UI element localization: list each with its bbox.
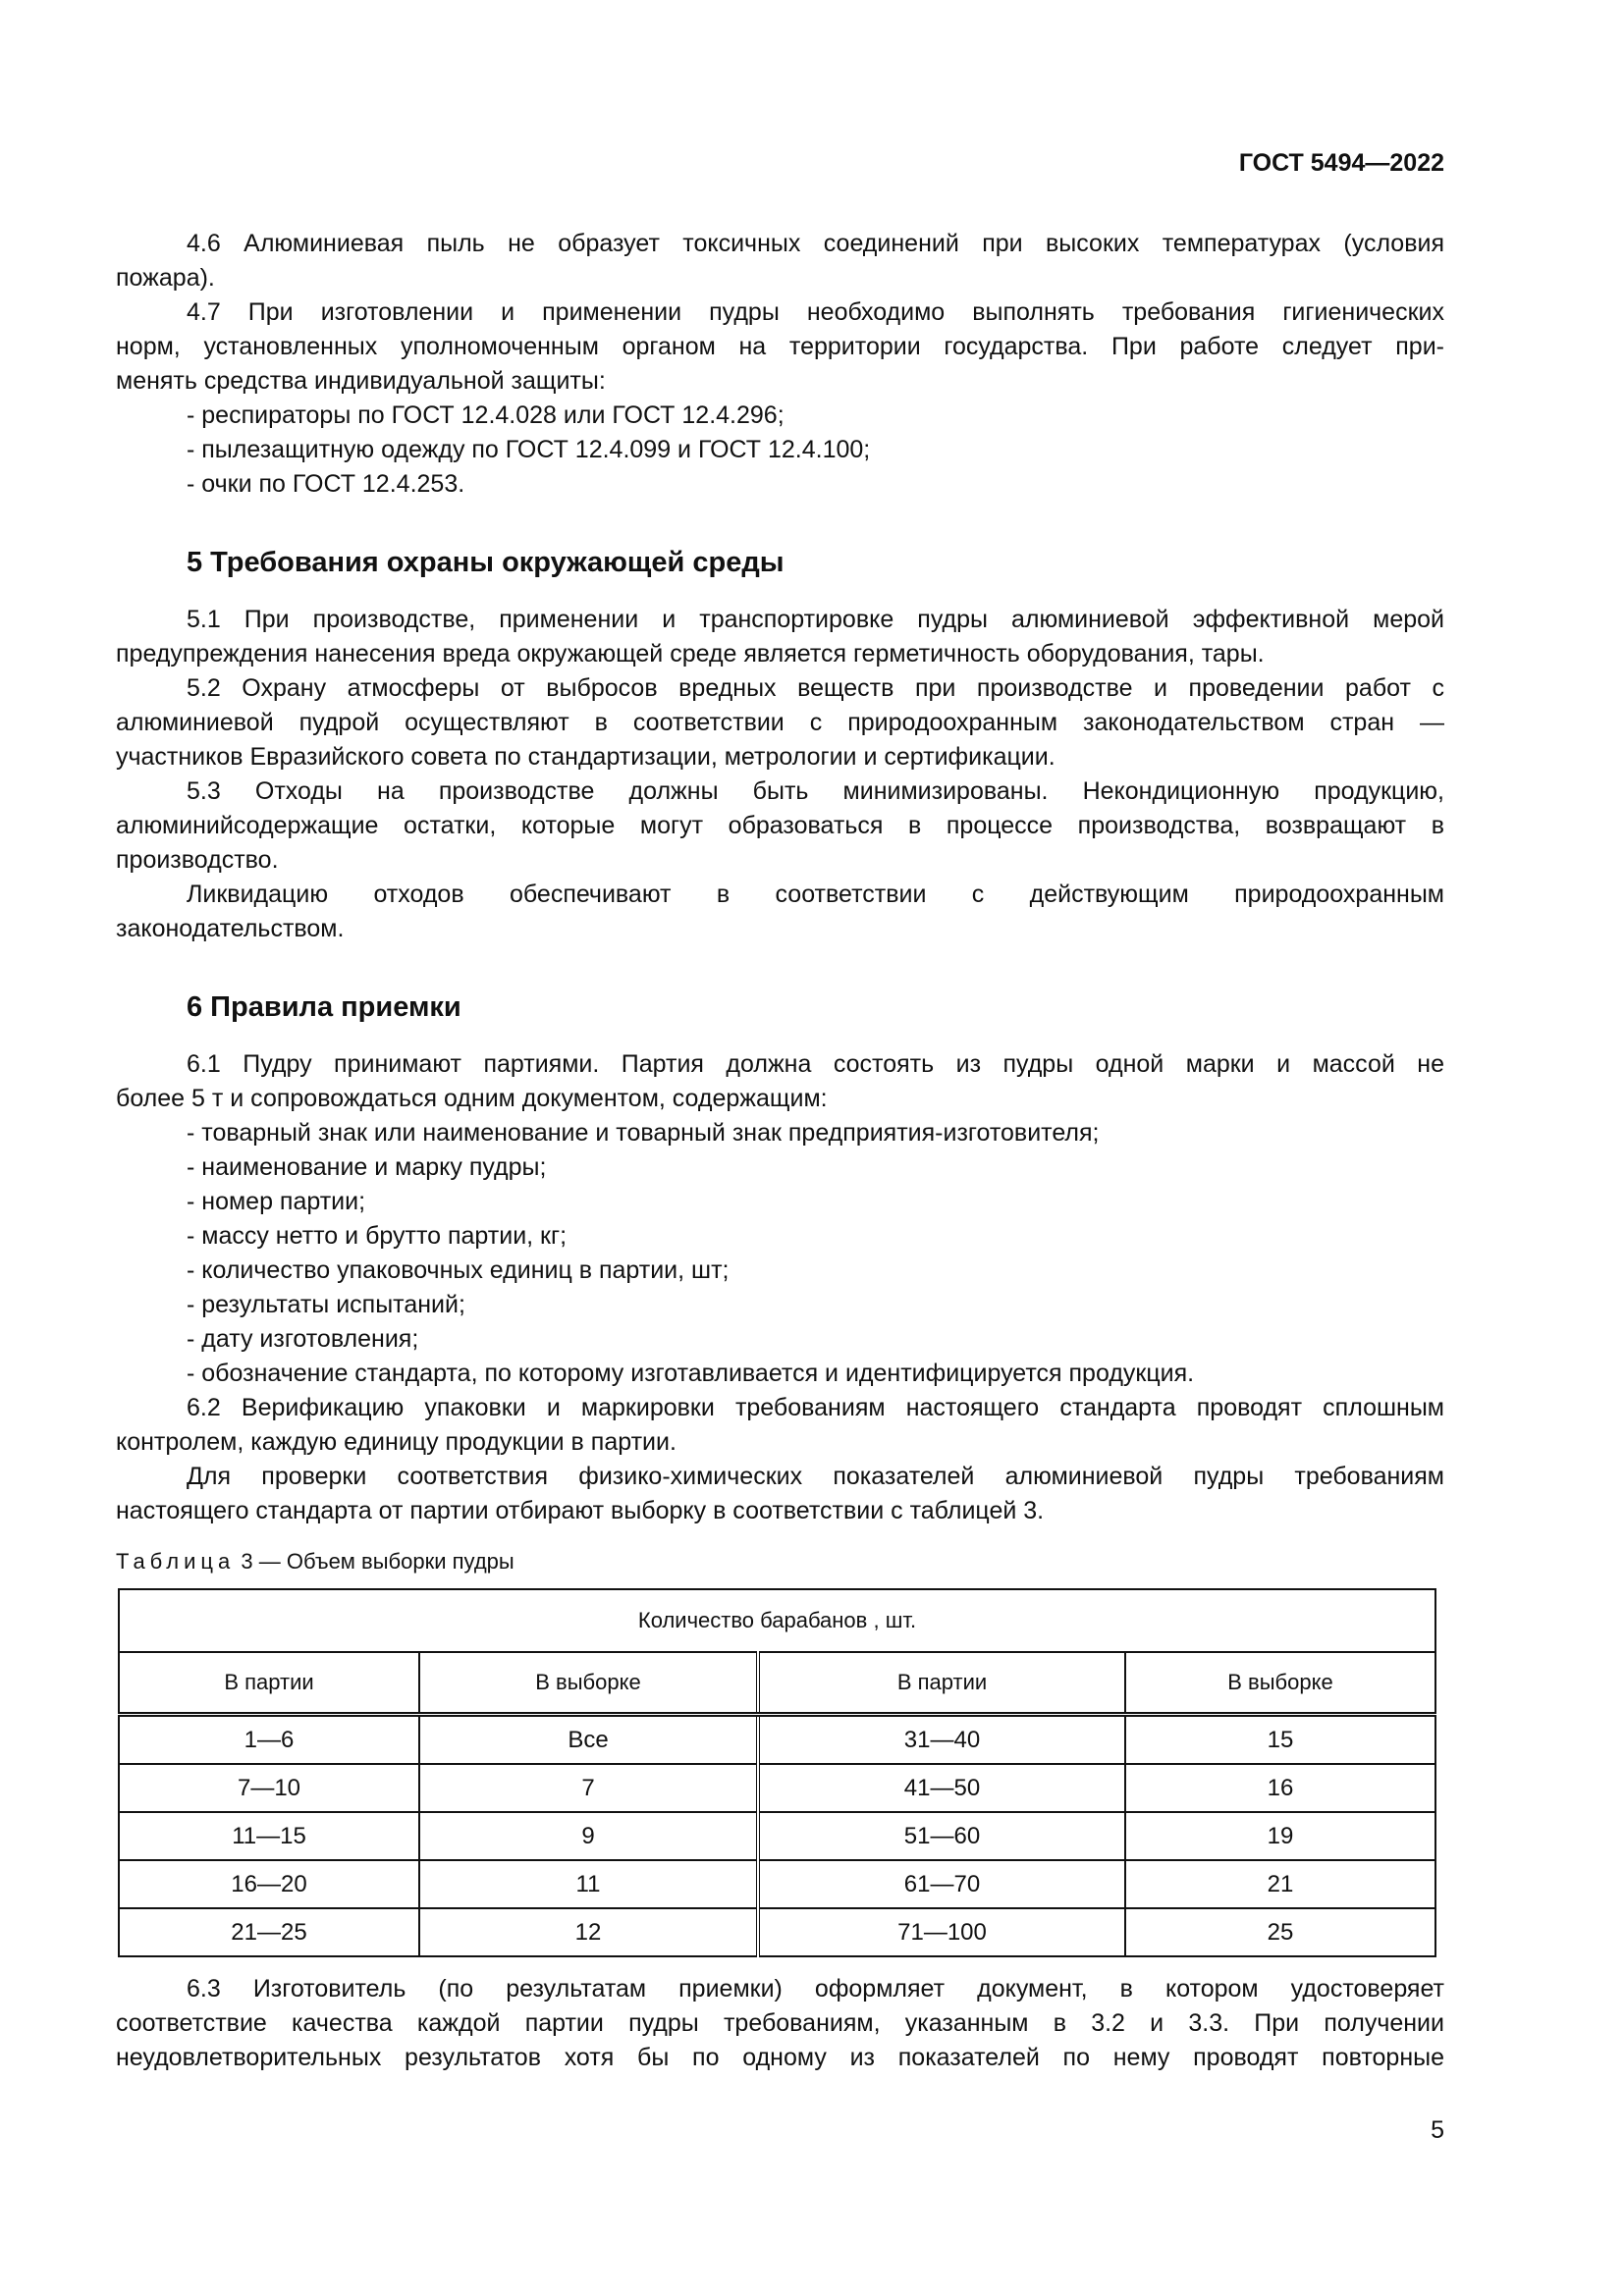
paragraph-line: 4.7 При изготовлении и применении пудры необходимо выполнять требования гигиенических [187,298,1444,326]
paragraph-line: алюминиевой пудрой осуществляют в соответствии с природоохранным законодательством стран — [116,709,1444,736]
table-cell: 12 [419,1908,758,1956]
paragraph-line: 5.1 При производстве, применении и транспортировке пудры алюминиевой эффективной мерой [187,606,1444,633]
table-cell: 1—6 [119,1715,419,1765]
paragraph-line: алюминийсодержащие остатки, которые могут образоваться в процессе производства, возвращают в [116,812,1444,839]
list-item: - номер партии; [187,1188,366,1215]
list-item: - товарный знак или наименование и товарный знак предприятия-изготовителя; [187,1119,1100,1147]
section-heading: 6 Правила приемки [187,991,461,1023]
table-cell: 11—15 [119,1812,419,1860]
table-cell: 21 [1125,1860,1435,1908]
paragraph [116,671,1444,774]
paragraph [116,1460,1444,1528]
table-cell: 41—50 [758,1764,1125,1812]
paragraph-line: настоящего стандарта от партии отбирают выборку в соответствии с таблицей 3. [116,1497,1045,1524]
table-caption-label: Таблица [116,1549,236,1574]
list-item: - наименование и марку пудры; [187,1153,547,1181]
paragraph-line: Ликвидацию отходов обеспечивают в соответствии с действующим природоохранным [187,881,1444,908]
table-cell: 61—70 [758,1860,1125,1908]
table-caption-text: 3 — Объем выборки пудры [235,1549,514,1574]
paragraph-line: неудовлетворительных результатов хотя бы по одному из показателей по нему проводят повторные [116,2044,1444,2071]
paragraph-line: контролем, каждую единицу продукции в партии. [116,1428,677,1456]
paragraph-line: предупреждения нанесения вреда окружающей среде является герметичность оборудования, тары. [116,640,1265,667]
table-cell: 21—25 [119,1908,419,1956]
table-cell: 15 [1125,1715,1435,1765]
list-item: - обозначение стандарта, по которому изготавливается и идентифицируется продукция. [187,1360,1195,1387]
list-item: - дату изготовления; [187,1325,419,1353]
paragraph [116,1972,1444,2075]
paragraph [116,295,1444,399]
list-item: - массу нетто и брутто партии, кг; [187,1222,568,1250]
paragraph-line: Для проверки соответствия физико-химических показателей алюминиевой пудры требованиям [187,1463,1444,1490]
table-row [119,1908,1435,1956]
paragraph-line: пожара). [116,264,215,292]
list-item: - количество упаковочных единиц в партии, шт; [187,1256,730,1284]
column-header: В партии [758,1652,1125,1715]
paragraph [116,774,1444,878]
paragraph-line: участников Евразийского совета по стандартизации, метрологии и сертификации. [116,743,1056,771]
table-column-headers [119,1652,1435,1715]
column-header: В выборке [1125,1652,1435,1715]
paragraph-line: производство. [116,846,279,874]
list-item: - результаты испытаний; [187,1291,465,1318]
paragraph-line: соответствие качества каждой партии пудры требованиям, указанным в 3.2 и 3.3. При получении [116,2009,1444,2037]
paragraph-line: 6.2 Верификацию упаковки и маркировки требованиям настоящего стандарта проводят сплошным [187,1394,1444,1421]
paragraph-line: 6.3 Изготовитель (по результатам приемки) оформляет документ, в котором удостоверяет [187,1975,1444,2002]
paragraph-line: 5.2 Охрану атмосферы от выбросов вредных веществ при производстве и проведении работ с [187,674,1444,702]
table-cell: 31—40 [758,1715,1125,1765]
paragraph [116,603,1444,671]
paragraph-line: законодательством. [116,915,345,942]
table-cell: 11 [419,1860,758,1908]
table-row [119,1860,1435,1908]
body-text-block-1 [116,227,1444,1528]
table-cell: Все [419,1715,758,1765]
table-cell: 7 [419,1764,758,1812]
list-item: - респираторы по ГОСТ 12.4.028 или ГОСТ 12.4.296; [187,401,785,429]
paragraph [116,227,1444,295]
table-cell: 71—100 [758,1908,1125,1956]
paragraph-line: 6.1 Пудру принимают партиями. Партия должна состоять из пудры одной марки и массой не [187,1050,1444,1078]
table-row [119,1812,1435,1860]
list-item: - очки по ГОСТ 12.4.253. [187,470,465,498]
column-header: В партии [119,1652,419,1715]
paragraph-line: 4.6 Алюминиевая пыль не образует токсичных соединений при высоких температурах (условия [187,230,1444,257]
page-number: 5 [1431,2116,1444,2144]
document-id-header: ГОСТ 5494—2022 [1238,149,1444,177]
table-cell: 7—10 [119,1764,419,1812]
paragraph-line: 5.3 Отходы на производстве должны быть минимизированы. Некондиционную продукцию, [187,777,1444,805]
table-cell: 9 [419,1812,758,1860]
table-cell: 16 [1125,1764,1435,1812]
sample-size-table [118,1588,1436,1957]
body-text-block-2 [116,1972,1444,2075]
list-item: - пылезащитную одежду по ГОСТ 12.4.099 и ГОСТ 12.4.100; [187,436,871,463]
column-header: В выборке [419,1652,758,1715]
table-cell: 25 [1125,1908,1435,1956]
table-group-header: Количество барабанов , шт. [119,1589,1435,1652]
table-caption [116,1549,514,1575]
paragraph-line: норм, установленных уполномоченным органом на территории государства. При работе следует при- [116,333,1444,360]
table-row [119,1764,1435,1812]
table-cell: 16—20 [119,1860,419,1908]
paragraph-line: менять средства индивидуальной защиты: [116,367,606,395]
table-cell: 51—60 [758,1812,1125,1860]
table-cell: 19 [1125,1812,1435,1860]
paragraph [116,878,1444,946]
section-heading: 5 Требования охраны окружающей среды [187,547,785,578]
paragraph-line: более 5 т и сопровождаться одним документом, содержащим: [116,1085,828,1112]
table-row [119,1715,1435,1765]
paragraph [116,1047,1444,1116]
paragraph [116,1391,1444,1460]
